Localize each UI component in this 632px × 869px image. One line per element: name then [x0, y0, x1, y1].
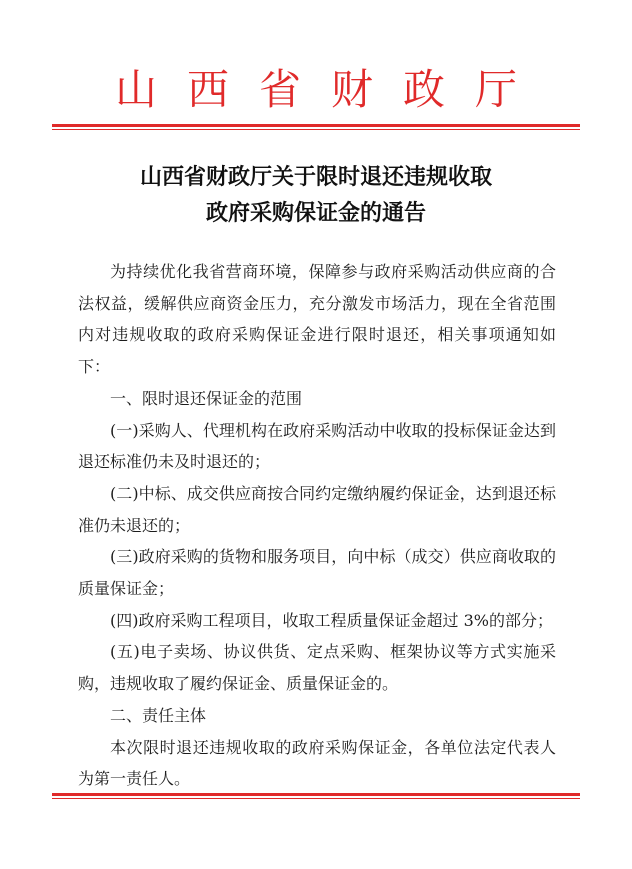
intro-paragraph: 为持续优化我省营商环境，保障参与政府采购活动供应商的合法权益，缓解供应商资金压力，充分激发市场活力，现在全省范围内对违规收取的政府采购保证金进行限时退还，相关事项通知如下：: [78, 262, 556, 377]
red-divider-bottom-thick: [52, 793, 580, 796]
scope-item-3: (三)政府采购的货物和服务项目，向中标（成交）供应商收取的质量保证金；: [78, 547, 556, 599]
scope-item-2: (二)中标、成交供应商按合同约定缴纳履约保证金，达到退还标准仍未退还的；: [78, 483, 556, 535]
issuer-masthead: 山西省财政厅: [114, 65, 547, 114]
section-heading-responsibility: 二、责任主体: [110, 705, 207, 725]
document-title-line-2: 政府采购保证金的通告: [205, 200, 426, 226]
scope-item-1: (一)采购人、代理机构在政府采购活动中收取的投标保证金达到退还标准仍未及时退还的；: [78, 420, 556, 472]
responsibility-paragraph: 本次限时退还违规收取的政府采购保证金，各单位法定代表人为第一责任人。: [78, 737, 556, 789]
red-divider-top-thick: [52, 124, 580, 127]
section-heading-scope: 一、限时退还保证金的范围: [110, 388, 303, 408]
red-divider-bottom-thin: [52, 798, 580, 799]
scope-item-4: (四)政府采购工程项目，收取工程质量保证金超过 3%的部分；: [110, 610, 553, 630]
scope-item-5: (五)电子卖场、协议供货、定点采购、框架协议等方式实施采购，违规收取了履约保证金、质量保证金的。: [78, 642, 556, 694]
red-divider-top-thin: [52, 129, 580, 130]
document-body: [78, 256, 556, 795]
document-title-line-1: 山西省财政厅关于限时退还违规收取: [139, 164, 492, 190]
